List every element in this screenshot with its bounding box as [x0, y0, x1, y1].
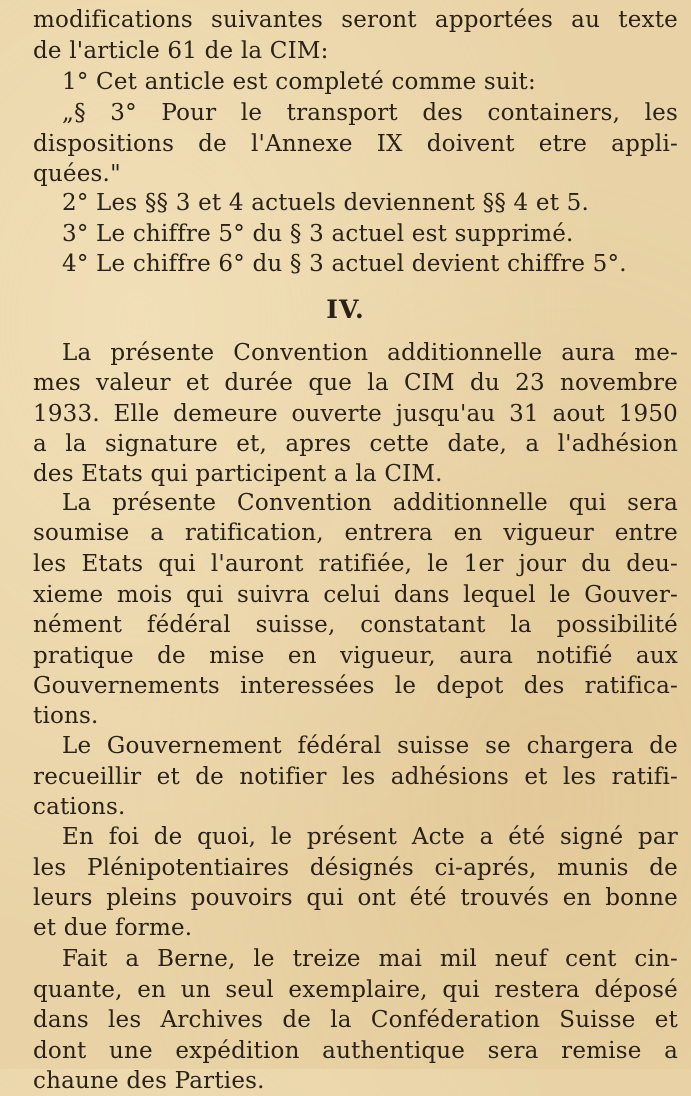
text-line: pratique de mise en vigueur, aura notifié aux — [33, 643, 678, 669]
section-heading: IV. — [326, 295, 365, 324]
text-line: „§ 3° Pour le transport des containers, les — [62, 100, 678, 126]
text-line: de l'article 61 de la CIM: — [33, 38, 329, 64]
text-line: dans les Archives de la Conféderation Suisse et — [33, 1007, 678, 1033]
text-line: Le Gouvernement fédéral suisse se chargera de — [62, 733, 678, 759]
text-line: leurs pleins pouvoirs qui ont été trouvés en bonne — [33, 885, 678, 911]
text-line: 3° Le chiffre 5° du § 3 actuel est supprimé. — [62, 221, 574, 247]
text-line: xieme mois qui suivra celui dans lequel le Gouver- — [33, 582, 678, 608]
text-line: les Etats qui l'auront ratifiée, le 1er jour du deu- — [33, 551, 678, 577]
text-line: chaune des Parties. — [33, 1068, 265, 1094]
text-line: et due forme. — [33, 915, 193, 941]
text-line: Gouvernements interessées le depot des ratifica- — [33, 673, 678, 699]
text-line: soumise a ratification, entrera en vigueur entre — [33, 520, 678, 546]
text-line: En foi de quoi, le présent Acte a été signé par — [62, 824, 678, 850]
text-line: dispositions de l'Annexe IX doivent etre appli- — [33, 131, 678, 157]
text-line: La présente Convention additionnelle aura me- — [62, 340, 678, 366]
text-line: a la signature et, apres cette date, a l'adhésion — [33, 431, 678, 457]
text-line: Fait a Berne, le treize mai mil neuf cent cin- — [62, 946, 678, 972]
text-line: quante, en un seul exemplaire, qui restera déposé — [33, 977, 678, 1003]
text-line: dont une expédition authentique sera remise a — [33, 1038, 678, 1064]
text-line: modifications suivantes seront apportées au texte — [33, 7, 678, 33]
text-line: les Plénipotentiaires désignés ci-aprés, munis de — [33, 855, 678, 881]
text-line: nément fédéral suisse, constatant la possibilité — [33, 612, 678, 638]
text-line: La présente Convention additionnelle qui sera — [62, 490, 678, 516]
text-line: cations. — [33, 794, 126, 820]
text-line: recueillir et de notifier les adhésions et les ratifi- — [33, 764, 678, 790]
text-line: 1933. Elle demeure ouverte jusqu'au 31 aout 1950 — [33, 401, 678, 427]
text-line: 4° Le chiffre 6° du § 3 actuel devient chiffre 5°. — [62, 251, 627, 277]
text-line: tions. — [33, 703, 99, 729]
text-line: des Etats qui participent a la CIM. — [33, 461, 443, 487]
text-line: 1° Cet anticle est completé comme suit: — [62, 69, 536, 95]
text-line: mes valeur et durée que la CIM du 23 novembre — [33, 370, 678, 396]
text-line: quées." — [33, 161, 121, 187]
text-line: 2° Les §§ 3 et 4 actuels deviennent §§ 4 et 5. — [62, 190, 590, 216]
